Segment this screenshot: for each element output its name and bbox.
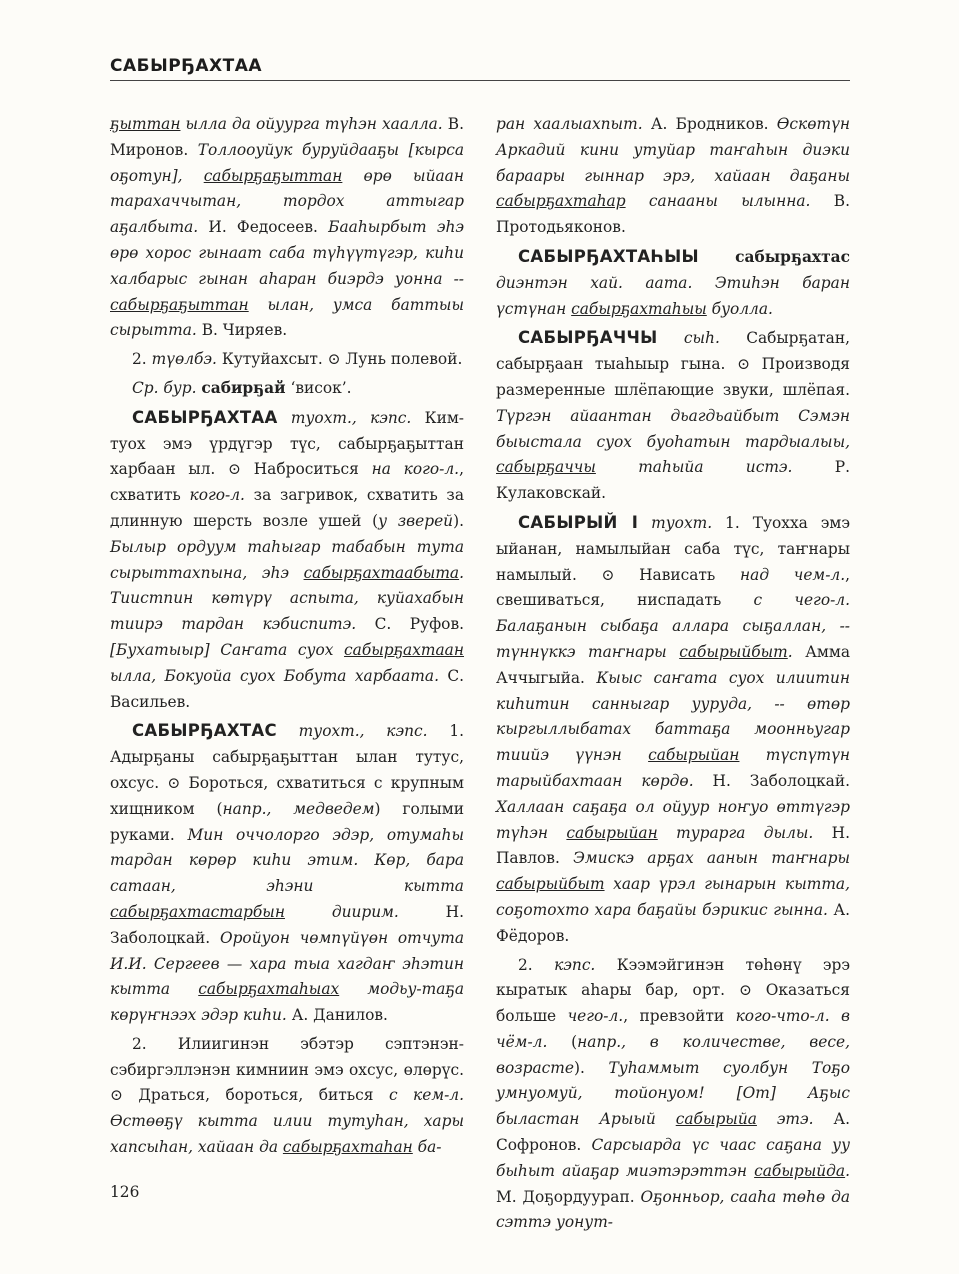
source: А. Данилов. <box>286 1006 388 1025</box>
example-text: Өстөөҕү кытта илии тутуһан, хары хапсыһан, хайаан да <box>110 1112 464 1157</box>
example-text: Кыыс саҥата суох илиитин киһитин санныгар ууруда, -- өтөр кыргыллыбатах баттаҕа моонньугар тиийэ үүнэн <box>496 668 850 765</box>
entry-sabyrgakhtaa <box>110 405 464 716</box>
headword: САБЫРҔАХТАҺЫЫ <box>518 246 699 266</box>
grammar-label: туохт., кэпс. <box>277 408 412 427</box>
cross-reference: сабырҕахтас <box>698 247 850 266</box>
example-text: Этиһэн баран үстүнан <box>496 273 850 318</box>
header-rule <box>110 80 850 81</box>
definition: ( <box>547 1032 578 1051</box>
example-text: . <box>787 642 793 661</box>
gloss-note: чего-л. <box>567 1007 624 1026</box>
source: А. Бродников. <box>642 115 777 133</box>
example-text: Былыр ордуум таһыгар табабын тута сырыттахпына, эһэ <box>110 537 464 582</box>
definition: ). <box>573 1058 609 1077</box>
example-term: сабырҕахтаһар <box>496 192 626 211</box>
example-term: сабырыйа <box>675 1110 757 1129</box>
cognate-word: сабирҕай <box>201 378 286 397</box>
example-text: [Бухатыыр] Саҥата суох <box>110 640 345 659</box>
example-text: модьу-таҕа көрүҥнээх эдэр киһи. <box>110 980 465 1025</box>
left-column <box>110 112 464 1161</box>
gloss-note: с чего-л. <box>753 591 850 610</box>
example-term: сабырҕаччы <box>496 458 596 477</box>
grammar-label: туохт. <box>638 513 713 532</box>
example-term: сабырҕаҕыттан <box>203 166 343 185</box>
example-term: сабырҕахтаһыы <box>571 299 707 318</box>
page-number: 126 <box>110 1183 140 1201</box>
example-term: сабырҕахтаабыта <box>303 563 460 582</box>
etymology <box>110 376 464 402</box>
source: Н. Заболоцкай. <box>110 902 464 947</box>
source: М. Доҕордуурап. <box>496 1187 641 1206</box>
example-text: Балаҕанын сыбаҕа аллара сыҕаллан, -- түннүккэ таҥнары <box>496 617 850 661</box>
source: Амма Аччыгыйа. <box>496 642 850 687</box>
headword: САБЫРЫЙ I <box>518 512 639 532</box>
example-text: таһыйа истэ. <box>595 458 793 477</box>
example-term: сабырҕахтаһыах <box>198 980 340 999</box>
definition: ). <box>453 511 464 530</box>
definition: Кутуйахсыт. ⊙ Лунь полевой. <box>216 350 463 369</box>
definition: Ким-туох эмэ үрдүгэр түс, сабырҕаҕыттан харбаан ыл. ⊙ Наброситься <box>110 408 464 479</box>
gloss-note: у зверей <box>378 511 454 530</box>
source: Н. Заболоцкай. <box>693 771 851 790</box>
entry-sabyryi-1 <box>496 510 850 950</box>
source: А. Софронов. <box>496 1110 850 1155</box>
example-text: ба- <box>412 1138 442 1157</box>
source: Р. Кулаковскай. <box>496 458 851 503</box>
example-term: сабырҕахтаһан <box>282 1138 413 1157</box>
gloss-note: с кем-л. <box>388 1086 464 1105</box>
example-text: ран хаалыахпыт. <box>496 115 643 133</box>
source: С. Васильев. <box>110 666 464 711</box>
sense-2 <box>110 347 464 373</box>
example-text: . <box>845 1161 850 1180</box>
definition: 1. Туохха эмэ ыйанан, намылыйан саба түс, таҥнары намылый. ⊙ Нависать <box>496 513 850 584</box>
definition: , превзойти <box>623 1007 736 1026</box>
gloss-note: над чем-л. <box>740 565 846 584</box>
definition: Сабырҕатан, сабырҕаан тыаһыыр гына. ⊙ Производя размеренные шлёпающие звуки, шлёпая. <box>496 329 850 399</box>
gloss-note: кого-что-л. в чём-л. <box>496 1007 850 1051</box>
example-text: Туһаммыт суолбун Тоҕо умнуомуй, тойонуом! [От] Аҕыс быластан Арыый <box>496 1058 850 1129</box>
definition: , свешиваться, ниспадать <box>496 565 850 610</box>
entry-sabyrgachchy <box>496 325 850 507</box>
example-text: Түргэн айаантан дьагдьайбыт Сэмэн быыстала суох буоһатын тардыалыы, <box>496 406 850 451</box>
example-text: Халлаан саҕаҕа ол ойуур ноҥуо өттүгэр түһэн <box>496 797 850 842</box>
gloss-note: кого-л. <box>189 486 245 505</box>
example-text: Эмискэ арҕах аанын таҥнары <box>573 849 850 868</box>
source: В. Чиряев. <box>196 321 288 340</box>
grammar-label: туохт., кэпс. <box>276 722 428 741</box>
example-term: ҕыттан <box>110 115 181 133</box>
example-text: этэ. <box>756 1110 814 1129</box>
example-text: ылла да ойуурга түһэн хаалла. <box>180 115 443 133</box>
source: В. Миронов. <box>110 115 464 159</box>
definition: диэнтэн хай. аата. <box>496 273 715 292</box>
example-text: Мин оччолорго эдэр, отумаһы тардан көрөр киһи этим. Көр, бара сатаан, эһэни кытта <box>110 825 464 896</box>
gloss-note: напр., в количестве, весе, возрасте <box>496 1032 850 1077</box>
entry-sabyrgakhtahyy <box>496 244 850 322</box>
definition: за загривок, схватить за длинную шерсть возле ушей ( <box>110 486 465 530</box>
sense-2 <box>110 1032 464 1161</box>
entry-sabyrgakhtas <box>110 718 464 1029</box>
cf-label: Ср. бур. <box>132 378 202 397</box>
definition: 2. Илиигинэн эбэтэр сэптэнэн-сэбиргэллэнэн кимниин эмэ охсус, өлөрүс. ⊙ Драться, бороться, биться <box>110 1034 464 1105</box>
example-text: Оҕонньор, сааһа төһө да сэттэ уонут- <box>496 1187 851 1232</box>
source: Н. Павлов. <box>496 823 850 868</box>
sense-2 <box>496 953 850 1237</box>
running-head: САБЫРҔАХТАА <box>110 56 263 76</box>
example-text: . Тиистпин көтүрү аспыта, куйахабын тиирэ тардан кэбиспитэ. <box>110 563 464 634</box>
headword: САБЫРҔАХТАС <box>132 721 277 741</box>
example-term: сабырыйан <box>648 746 740 765</box>
source: В. Протодьяконов. <box>496 192 850 237</box>
example-text: Бааһырбыт эһэ өрө хорос гынаат саба түһүүтүгэр, киһи халбарыс гынан аһаран биэрдэ уонна -- <box>110 218 464 288</box>
example-text: Сарсыарда үс чаас саҕана уу быһыт айаҕар миэтэрэттэн <box>496 1136 850 1180</box>
example-text: диирим. <box>284 902 399 921</box>
example-text: Толлооуйук буруйдааҕы [кырса оҕотун], <box>110 140 464 185</box>
headword: САБЫРҔАХТАА <box>132 407 278 427</box>
headword: САБЫРҔАЧЧЫ <box>518 328 658 348</box>
example-text: турарга дылы. <box>657 823 814 842</box>
example-text: Оройуон чөмпүйүөн отчута И.И. Сергеев — хара тыа хагдаҥ эһэтин кытта <box>110 928 464 999</box>
gloss-note: на кого-л. <box>371 460 460 479</box>
example-term: сабырыйбыт <box>496 875 605 894</box>
definition: Кээмэйгинэн төһөнү эрэ кыратык аһары бар, орт. ⊙ Оказаться больше <box>496 955 851 1026</box>
source: А. Фёдоров. <box>496 900 850 945</box>
example-text: Өскөтүн Аркадий кини утуйар таҥаһын диэки бараары гыннар эрэ, хайаан даҕаны <box>496 115 851 185</box>
example-term: сабырыйда <box>754 1161 846 1180</box>
cognate-gloss: ‘висок’. <box>285 378 352 397</box>
example-text: хаар үрэл гынарын кытта, соҕотохто хара баҕайы бэрикис гынна. <box>496 875 850 919</box>
example-text: санааны ылынна. <box>625 192 811 211</box>
grammar-label: түөлбэ. <box>151 350 217 369</box>
example-term: сабырҕаҕыттан <box>110 295 249 314</box>
example-text: түспүтүн тарыйбахтаан көрдө. <box>496 746 851 790</box>
example-text: ылан, умса баттыы сырытта. <box>110 295 464 340</box>
gloss-note: напр., медведем <box>222 799 375 818</box>
grammar-label: кэпс. <box>554 955 596 974</box>
source: И. Федосеев. <box>198 218 329 237</box>
example-text: ылла, Бокуойа суох Бобута харбаата. <box>110 666 439 685</box>
entry-continuation <box>110 112 464 344</box>
example-term: сабырыйбыт <box>679 642 788 661</box>
sense-number: 2. <box>518 955 555 974</box>
definition: ) голыми руками. <box>110 799 465 844</box>
example-term: сабырыйан <box>566 823 658 842</box>
definition: 1. Адырҕаны сабырҕаҕыттан ылан тутус, охсус. ⊙ Бороться, схватиться с крупным хищником ( <box>110 722 465 818</box>
right-column <box>496 112 850 1236</box>
sense-number: 2. <box>132 350 152 369</box>
example-text: өрө ыйаан тарахаччытан, тордох аттыгар аҕалбыта. <box>110 166 464 237</box>
example-term: сабырҕахтастарбын <box>110 902 285 921</box>
entry-continuation <box>496 112 850 241</box>
definition: , схватить <box>110 460 464 505</box>
example-term: сабырҕахтаан <box>344 640 464 659</box>
source: С. Руфов. <box>356 615 465 634</box>
grammar-label: сыһ. <box>657 329 720 348</box>
example-text: буолла. <box>706 299 773 318</box>
